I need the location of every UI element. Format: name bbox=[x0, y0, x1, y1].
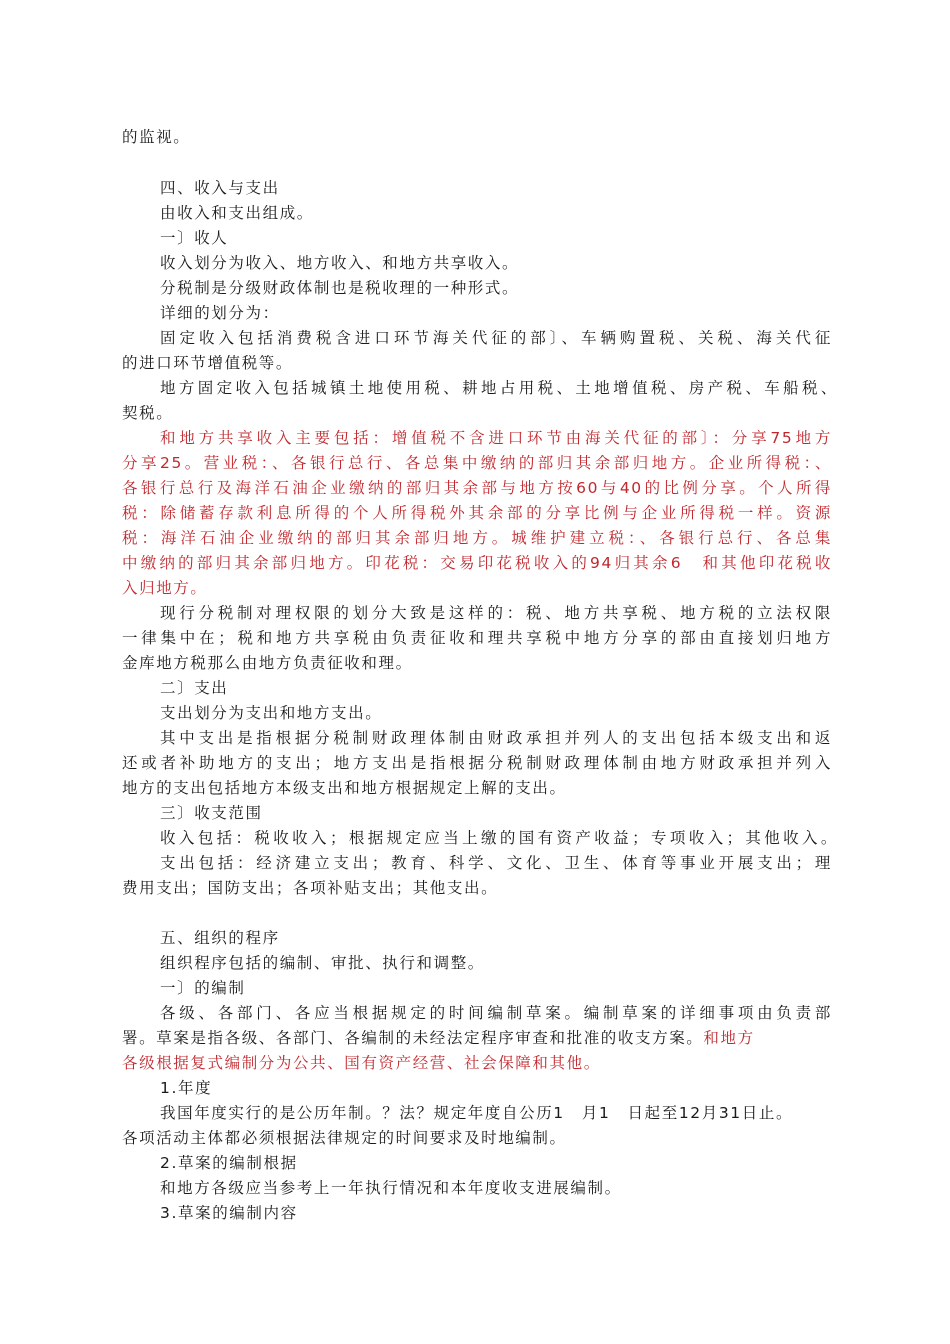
item-heading-3: 3.草案的编制内容 bbox=[160, 1204, 298, 1222]
text-line-31: 组织程序包括的编制、审批、执行和调整。 bbox=[160, 954, 485, 972]
subsection-heading-3: 三〕收支范围 bbox=[160, 804, 263, 822]
text-line-23: 其中支出是指根据分税制财政理体制由财政承担并列人的支出包括本级支出和返 bbox=[160, 729, 832, 747]
item-heading-1: 1.年度 bbox=[160, 1079, 213, 1097]
text-line-40: 和地方各级应当参考上一年执行情况和本年度收支进展编制。 bbox=[160, 1179, 622, 1197]
text-line-19: 一律集中在；税和地方共享税由负责征收和理共享税中地方分享的部由直接划归地方 bbox=[122, 629, 832, 647]
text-line-20: 金库地方税那么由地方负责征收和理。 bbox=[122, 654, 413, 672]
text-line-5: 分税制是分级财政体制也是税收理的一种形式。 bbox=[160, 279, 520, 297]
red-text-line-15: 税：海洋石油企业缴纳的部归其余部归地方。城维护建立税：、各银行总行、各总集 bbox=[122, 529, 832, 547]
text-line-24: 还或者补助地方的支出；地方支出是指根据分税制财政理体制由地方财政承担并列入 bbox=[122, 754, 832, 772]
red-text-tail: 和地方 bbox=[703, 1029, 755, 1047]
red-text-line-35: 各级根据复式编制分为公共、国有资产经营、社会保障和其他。 bbox=[122, 1054, 601, 1072]
section-heading-4: 四、收入与支出 bbox=[160, 179, 280, 197]
subsection-heading-2: 二〕支出 bbox=[160, 679, 229, 697]
text-line-18: 现行分税制对理权限的划分大致是这样的：税、地方共享税、地方税的立法权限 bbox=[160, 604, 832, 622]
section-heading-5: 五、组织的程序 bbox=[160, 929, 280, 947]
text-line-29: 费用支出；国防支出；各项补贴支出；其他支出。 bbox=[122, 879, 499, 897]
text-line-27: 收入包括：税收收入；根据规定应当上缴的国有资产收益；专项收入；其他收入。 bbox=[160, 829, 838, 847]
red-text-line-12: 分享25。营业税：、各银行总行、各总集中缴纳的部归其余部归地方。企业所得税：、 bbox=[122, 454, 832, 472]
item-heading-2: 2.草案的编制根据 bbox=[160, 1154, 298, 1172]
text-line-6: 详细的划分为： bbox=[160, 304, 280, 322]
text-line-4: 收入划分为收入、地方收入、和地方共享收入。 bbox=[160, 254, 520, 272]
text-line-25: 地方的支出包括地方本级支出和地方根据规定上解的支出。 bbox=[122, 779, 567, 797]
text-line-9: 地方固定收入包括城镇土地使用税、耕地占用税、土地增值税、房产税、车船税、 bbox=[160, 379, 838, 397]
red-text-line-13: 各银行总行及海洋石油企业缴纳的部归其余部与地方按60与40的比例分享。个人所得 bbox=[122, 479, 832, 497]
text-line-34: 署。草案是指各级、各部门、各编制的未经法定程序审查和批准的收支方案。和地方 bbox=[122, 1029, 755, 1047]
text-line-28: 支出包括：经济建立支出；教育、科学、文化、卫生、体育等事业开展支出；理 bbox=[160, 854, 832, 872]
subsection-heading-5-1: 一〕的编制 bbox=[160, 979, 246, 997]
text-line-33: 各级、各部门、各应当根据规定的时间编制草案。编制草案的详细事项由负责部 bbox=[160, 1004, 832, 1022]
text-line-2: 由收入和支出组成。 bbox=[160, 204, 314, 222]
red-text-line-11: 和地方共享收入主要包括：增值税不含进口环节由海关代征的部〕：分享75地方 bbox=[160, 429, 832, 447]
text-line-22: 支出划分为支出和地方支出。 bbox=[160, 704, 383, 722]
red-text-line-14: 税：除储蓄存款利息所得的个人所得税外其余部的分享比例与企业所得税一样。资源 bbox=[122, 504, 832, 522]
text-line-38: 各项活动主体都必须根据法律规定的时间要求及时地编制。 bbox=[122, 1129, 567, 1147]
text-line-7: 固定收入包括消费税含进口环节海关代征的部〕、车辆购置税、关税、海关代征 bbox=[160, 329, 832, 347]
text-line-0: 的监视。 bbox=[122, 128, 191, 146]
text-line-37: 我国年度实行的是公历年制。？法？规定年度自公历1 月1 日起至12月31日止。 bbox=[160, 1104, 794, 1122]
text-line-8: 的进口环节增值税等。 bbox=[122, 354, 294, 372]
red-text-line-16: 中缴纳的部归其余部归地方。印花税：交易印花税收入的94归其余6 和其他印花税收 bbox=[122, 554, 832, 572]
text-line-10: 契税。 bbox=[122, 404, 174, 422]
subsection-heading-1: 一〕收人 bbox=[160, 229, 229, 247]
red-text-line-17: 入归地方。 bbox=[122, 579, 208, 597]
